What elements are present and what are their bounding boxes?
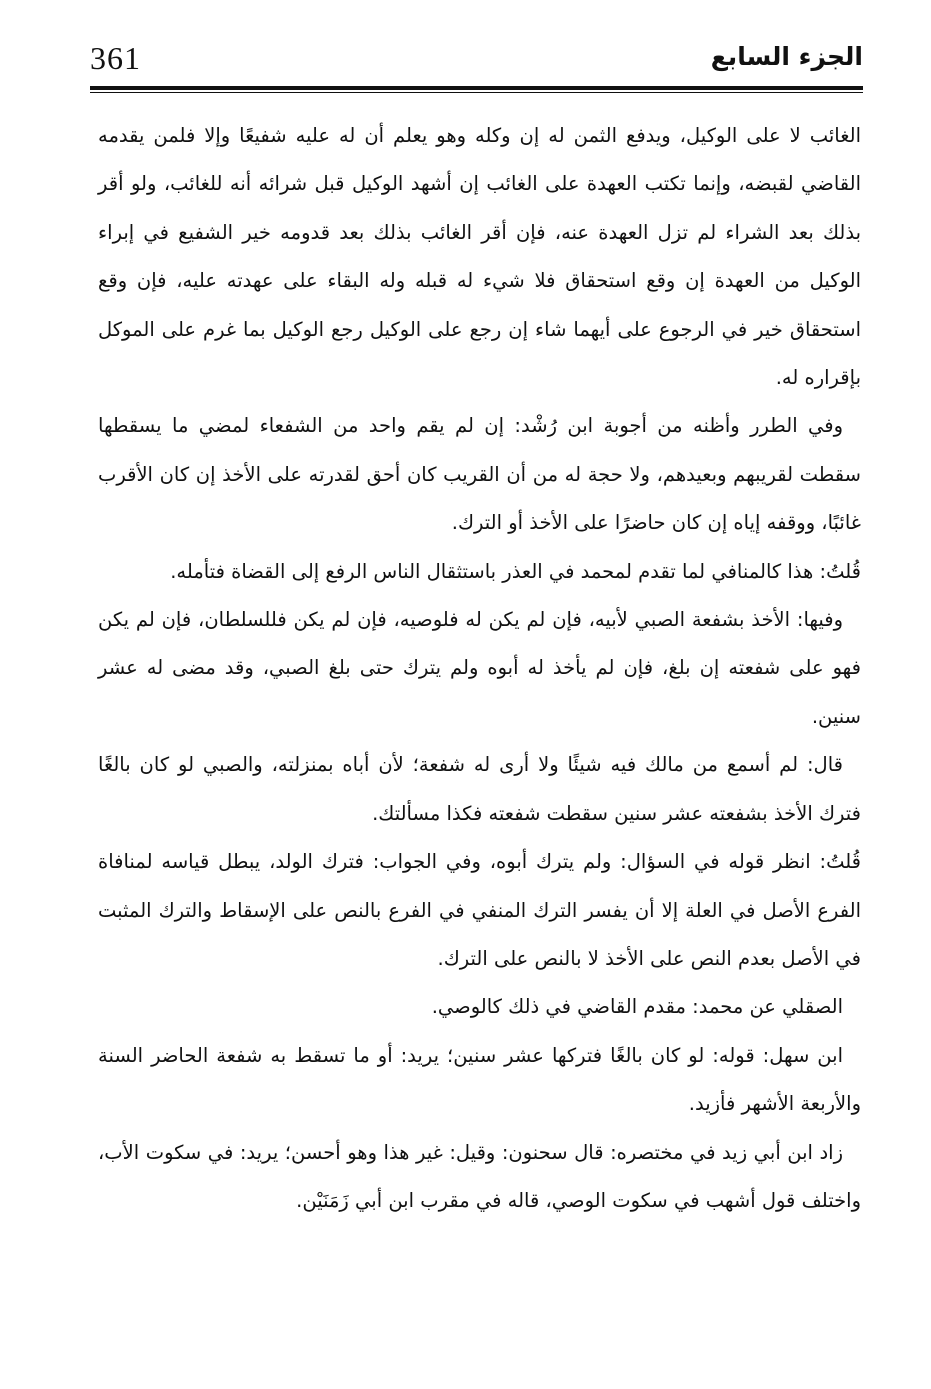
header-rule-thick — [90, 86, 863, 90]
paragraph: قُلتُ: هذا كالمنافي لما تقدم لمحمد في العذر باستثقال الناس الرفع إلى القضاة فتأمله. — [170, 559, 861, 583]
paragraph: قال: لم أسمع من مالك فيه شيئًا ولا أرى له شفعة؛ لأن أباه بمنزلته، والصبي لو كان بالغًا فترك الأخذ بشفعته عشر سنين سقطت شفعته فكذا مسألتك. — [98, 753, 861, 825]
paragraph: الصقلي عن محمد: مقدم القاضي في ذلك كالوصي. — [431, 995, 843, 1019]
body-text — [98, 112, 861, 1225]
paragraph: وفي الطرر وأظنه من أجوبة ابن رُشْد: إن لم يقم واحد من الشفعاء لمضي ما يسقطها سقطت لقريبهم وبعيدهم، ولا حجة له من أن القريب كان أحق لقدرته على الأخذ إن كان الأقرب غائبًا، ووقفه إياه إن كان حاضرًا على الأخذ أو الترك. — [98, 414, 861, 535]
paragraph: قُلتُ: انظر قوله في السؤال: ولم يترك أبوه، وفي الجواب: فترك الولد، يبطل قياسه لمنافاة الفرع الأصل في العلة إلا أن يفسر الترك المنفي في الفرع بالنص على الإسقاط والترك المثبت في الأصل بعدم النص على الأخذ لا بالنص على الترك. — [98, 850, 861, 970]
paragraph: وفيها: الأخذ بشفعة الصبي لأبيه، فإن لم يكن له فلوصيه، فإن لم يكن فللسلطان، فإن لم يكن فهو على شفعته إن بلغ، فإن لم يأخذ له أبوه ولم يترك حتى بلغ الصبي، وقد مضى له عشر سنين. — [98, 608, 861, 728]
page-header — [90, 30, 863, 90]
paragraph: ابن سهل: قوله: لو كان بالغًا فتركها عشر سنين؛ يريد: أو ما تسقط به شفعة الحاضر السنة والأربعة الأشهر فأزيد. — [98, 1043, 861, 1116]
paragraph: زاد ابن أبي زيد في مختصره: قال سحنون: وقيل: غير هذا وهو أحسن؛ يريد: في سكوت الأب، واختلف قول أشهب في سكوت الوصي، قاله في مقرب ابن أبي زَمَنَيْن. — [98, 1140, 861, 1212]
paragraph: الغائب لا على الوكيل، ويدفع الثمن له إن وكله وهو يعلم أن له عليه شفيعًا وإلا فلمن يقدمه القاضي لقبضه، وإنما تكتب العهدة على الغائب إن أشهد الوكيل قبل شرائه أنه للغائب، ولو أقر بذلك بعد الشراء لم تزل العهدة عنه، فإن أقر الغائب بذلك بعد قدومه خير الشفيع في إبراء الوكيل من العهدة إن وقع استحقاق فلا شيء له قبله وله البقاء على عهدته عليه، فإن وقع استحقاق خير في الرجوع على أيهما شاء إن رجع على الوكيل رجع الوكيل بما غرم على الموكل بإقراره له. — [98, 124, 861, 390]
header-rule-thin — [90, 92, 863, 93]
running-title: الجزء السابع — [710, 42, 863, 71]
page-number: 361 — [90, 40, 141, 76]
